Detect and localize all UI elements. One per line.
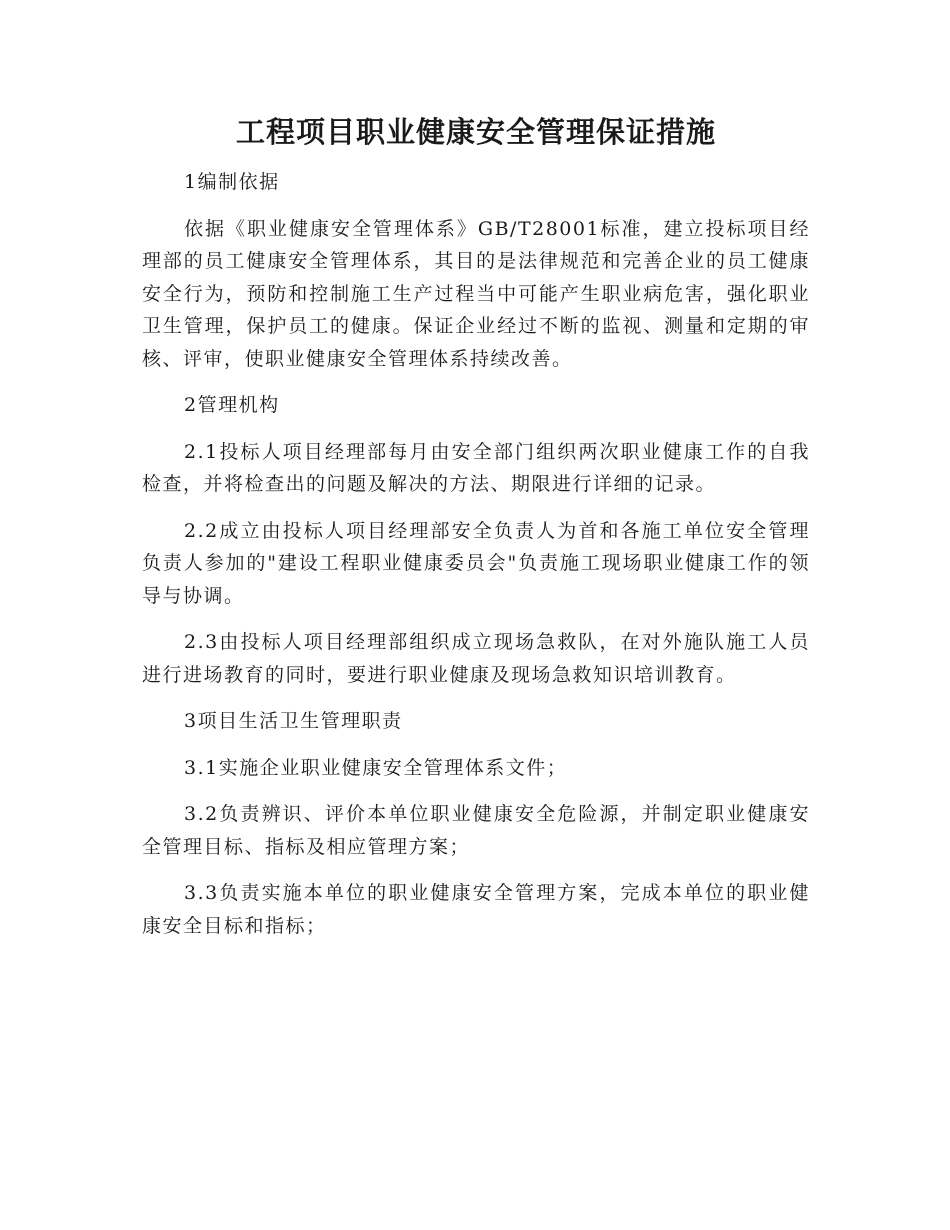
- paragraph-3-2: 3.2负责辨识、评价本单位职业健康安全危险源，并制定职业健康安全管理目标、指标及相应管理方案；: [142, 803, 810, 858]
- paragraph-2-3: 2.3由投标人项目经理部组织成立现场急救队，在对外施队施工人员进行进场教育的同时，要进行职业健康及现场急救知识培训教育。: [142, 631, 810, 686]
- section-heading-2: 2管理机构: [184, 394, 280, 416]
- document-page: [142, 110, 810, 956]
- paragraph-3-1: 3.1实施企业职业健康安全管理体系文件；: [184, 756, 568, 779]
- section-heading-3: 3项目生活卫生管理职责: [184, 710, 403, 732]
- paragraph-basis: 依据《职业健康安全管理体系》GB/T28001标准，建立投标项目经理部的员工健康安全管理体系，其目的是法律规范和完善企业的员工健康安全行为，预防和控制施工生产过程当中可能产生职业病危害，强化职业卫生管理，保护员工的健康。保证企业经过不断的监视、测量和定期的审核、评审，使职业健康安全管理体系持续改善。: [142, 217, 810, 370]
- section-heading-1: 1编制依据: [184, 171, 280, 193]
- paragraph-3-3: 3.3负责实施本单位的职业健康安全管理方案，完成本单位的职业健康安全目标和指标；: [142, 882, 810, 937]
- document-title: 工程项目职业健康安全管理保证措施: [235, 115, 716, 149]
- paragraph-2-1: 2.1投标人项目经理部每月由安全部门组织两次职业健康工作的自我检查，并将检查出的问题及解决的方法、期限进行详细的记录。: [142, 440, 810, 495]
- paragraph-2-2: 2.2成立由投标人项目经理部安全负责人为首和各施工单位安全管理负责人参加的"建设工程职业健康委员会"负责施工现场职业健康工作的领导与协调。: [142, 519, 810, 607]
